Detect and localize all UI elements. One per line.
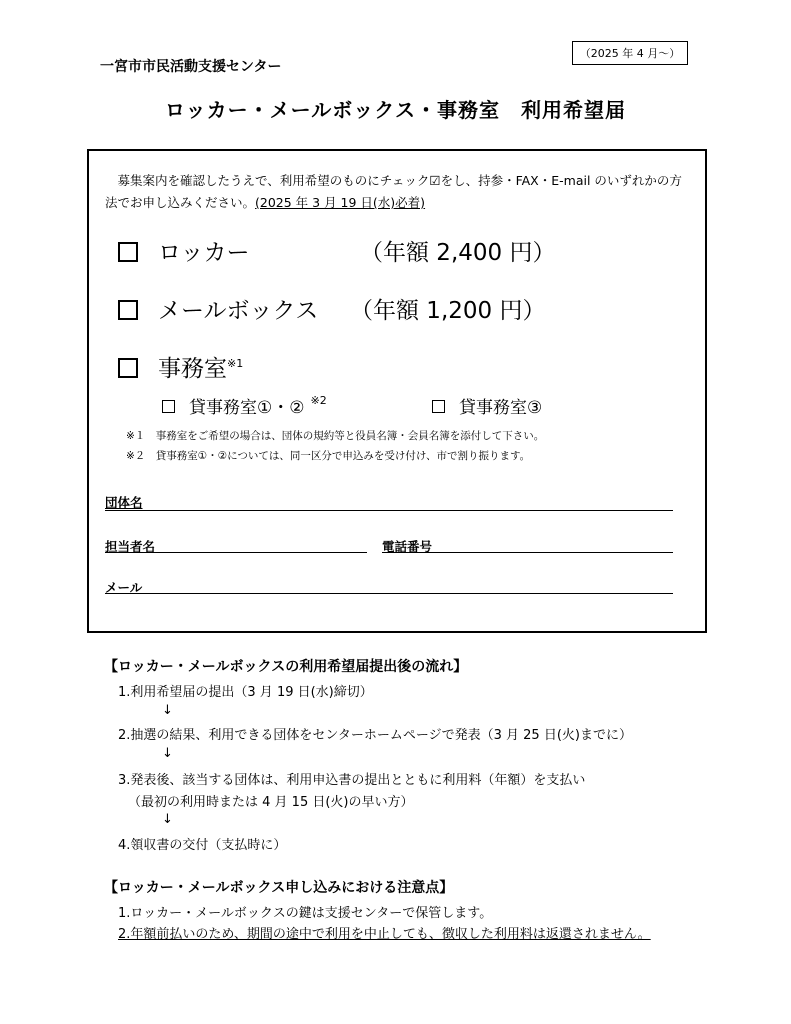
notice-item-1: 1.ロッカー・メールボックスの鍵は支援センターで保管します。 <box>118 906 493 921</box>
organization-name: 一宮市市民活動支援センター <box>100 59 282 75</box>
flow-arrow-3: ↓ <box>162 812 173 827</box>
phone-input-line[interactable] <box>382 552 673 553</box>
flow-step-3-detail: （最初の利用時または 4 月 15 日(火)の早い方） <box>128 795 414 810</box>
option-locker[interactable] <box>118 234 250 267</box>
note-2: ※２ 貸事務室①・②については、同一区分で申込みを受け付け、市で割り振ります。 <box>126 450 531 462</box>
contact-person-label: 担当者名 <box>105 539 156 554</box>
form-intro <box>105 170 690 214</box>
option-office[interactable] <box>118 350 243 383</box>
group-name-input-line[interactable] <box>105 510 673 511</box>
rental-office-1-2-label: 貸事務室①・② <box>189 398 305 418</box>
option-mailbox-label: メールボックス <box>158 298 319 324</box>
checkbox-office[interactable] <box>118 358 138 378</box>
date-badge: （2025 年 4 月〜） <box>572 41 688 65</box>
flow-step-1: 1.利用希望届の提出（3 月 19 日(水)締切） <box>118 685 373 700</box>
notice-item-2: 2.年額前払いのため、期間の途中で利用を中止しても、徴収した利用料は返還されません。 <box>118 927 651 942</box>
email-input-line[interactable] <box>105 593 673 594</box>
checkbox-mailbox[interactable] <box>118 300 138 320</box>
office-note-mark: ※1 <box>227 357 244 370</box>
option-locker-price: （年額 2,400 円） <box>360 240 556 266</box>
flow-heading: 【ロッカー・メールボックスの利用希望届提出後の流れ】 <box>104 659 468 675</box>
contact-person-input-line[interactable] <box>105 552 367 553</box>
option-office-label: 事務室 <box>158 356 227 382</box>
flow-arrow-1: ↓ <box>162 703 173 718</box>
notice-heading: 【ロッカー・メールボックス申し込みにおける注意点】 <box>104 880 454 896</box>
deadline-text: (2025 年 3 月 19 日(水)必着) <box>255 195 426 210</box>
rental-office-3-label: 貸事務室③ <box>459 398 543 418</box>
flow-step-2: 2.抽選の結果、利用できる団体をセンターホームページで発表（3 月 25 日(火)までに） <box>118 728 632 743</box>
page-title: ロッカー・メールボックス・事務室 利用希望届 <box>165 98 626 122</box>
intro-text: 募集案内を確認したうえで、利用希望のものにチェック☑をし、持参・FAX・E-mail のいずれかの方法でお申し込みください。 <box>105 173 682 210</box>
checkbox-rental-office-3[interactable] <box>432 400 445 413</box>
phone-label: 電話番号 <box>382 539 433 554</box>
option-locker-label: ロッカー <box>158 240 250 266</box>
flow-arrow-2: ↓ <box>162 746 173 761</box>
group-name-label: 団体名 <box>105 495 143 510</box>
option-rental-office-1-2[interactable] <box>162 393 327 418</box>
flow-step-3: 3.発表後、該当する団体は、利用申込書の提出とともに利用料（年額）を支払い <box>118 773 586 788</box>
rental-office-note-mark: ※2 <box>310 394 327 407</box>
option-rental-office-3[interactable] <box>432 393 542 418</box>
option-mailbox-price: （年額 1,200 円） <box>350 298 546 324</box>
email-label: メール <box>105 580 143 595</box>
note-1: ※１ 事務室をご希望の場合は、団体の規約等と役員名簿・会員名簿を添付して下さい。 <box>126 430 545 442</box>
flow-step-4: 4.領収書の交付（支払時に） <box>118 838 287 853</box>
application-form-frame <box>87 149 707 633</box>
option-mailbox[interactable] <box>118 292 318 325</box>
checkbox-locker[interactable] <box>118 242 138 262</box>
checkbox-rental-office-1-2[interactable] <box>162 400 175 413</box>
